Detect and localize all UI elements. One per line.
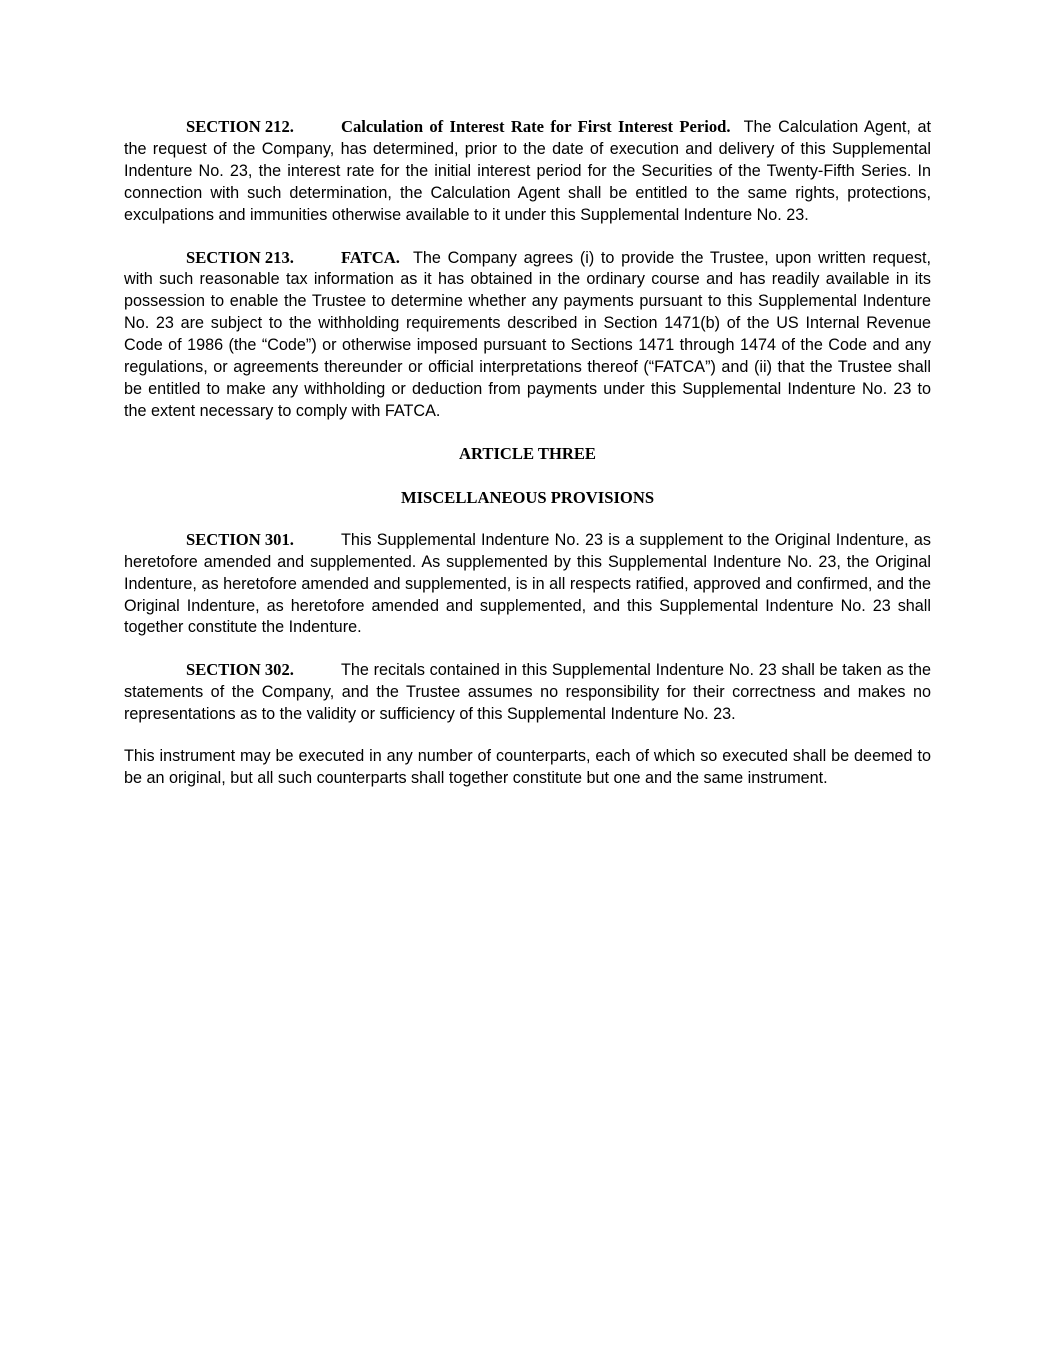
section-302-number: SECTION 302. — [186, 660, 294, 680]
section-212-heading: Calculation of Interest Rate for First Interest Period. — [341, 117, 731, 136]
section-301-text: This Supplemental Indenture No. 23 is a supplement to the Original Indenture, as heretofore amended and supplemented. As supplemented by this Supplemental Indenture No. 23, the Original Indenture, as heretofore amended and supplemented, is in all respects ratified, approved and confirmed, and the Original Indenture, as heretofore amended and supplemented, and this Supplemental Indenture No. 23 shall together constitute the Indenture. — [124, 530, 931, 637]
section-213 — [124, 247, 931, 423]
section-301-number: SECTION 301. — [186, 529, 294, 549]
section-212 — [124, 116, 931, 227]
section-212-number: SECTION 212. — [186, 117, 294, 136]
section-301 — [124, 529, 931, 640]
article-title: ARTICLE THREE — [459, 443, 596, 463]
section-302-text: The recitals contained in this Supplemental Indenture No. 23 shall be taken as the statements of the Company, and the Trustee assumes no responsibility for their correctness and makes no representations as to the validity or sufficiency of this Supplemental Indenture No. 23. — [124, 661, 931, 724]
section-212-text: The Calculation Agent, at the request of the Company, has determined, prior to the date of execution and delivery of this Supplemental Indenture No. 23, the interest rate for the initial interest period for the Securities of the Twenty-Fifth Series. In connection with such determination, the Calculation Agent shall be entitled to the same rights, protections, exculpations and immunities otherwise available to it under this Supplemental Indenture No. 23. — [124, 118, 932, 224]
article-subtitle: MISCELLANEOUS PROVISIONS — [400, 487, 655, 507]
section-213-number: SECTION 213. — [186, 247, 294, 267]
section-302 — [124, 659, 931, 726]
document-page — [124, 116, 931, 810]
section-213-heading: FATCA. — [341, 247, 400, 267]
section-213-text: The Company agrees (i) to provide the Trustee, upon written request, with such reasonable tax information as it has obtained in the ordinary course and has readily available in its possession to enable the Trustee to determine whether any payments pursuant to this Supplemental Indenture No. 23 are subject to the withholding requirements described in Section 1471(b) of the US Internal Revenue Code of 1986 (the “Code”) or otherwise imposed pursuant to Sections 1471 through 1474 of the Code and any regulations, or agreements thereunder or official interpretations thereof (“FATCA”) and (ii) that the Trustee shall be entitled to make any withholding or deduction from payments under this Supplemental Indenture No. 23 to the extent necessary to comply with FATCA. — [124, 248, 931, 420]
closing-paragraph: This instrument may be executed in any number of counterparts, each of which so executed shall be deemed to be an original, but all such counterparts shall together constitute but one and the same instrument. — [124, 747, 931, 787]
